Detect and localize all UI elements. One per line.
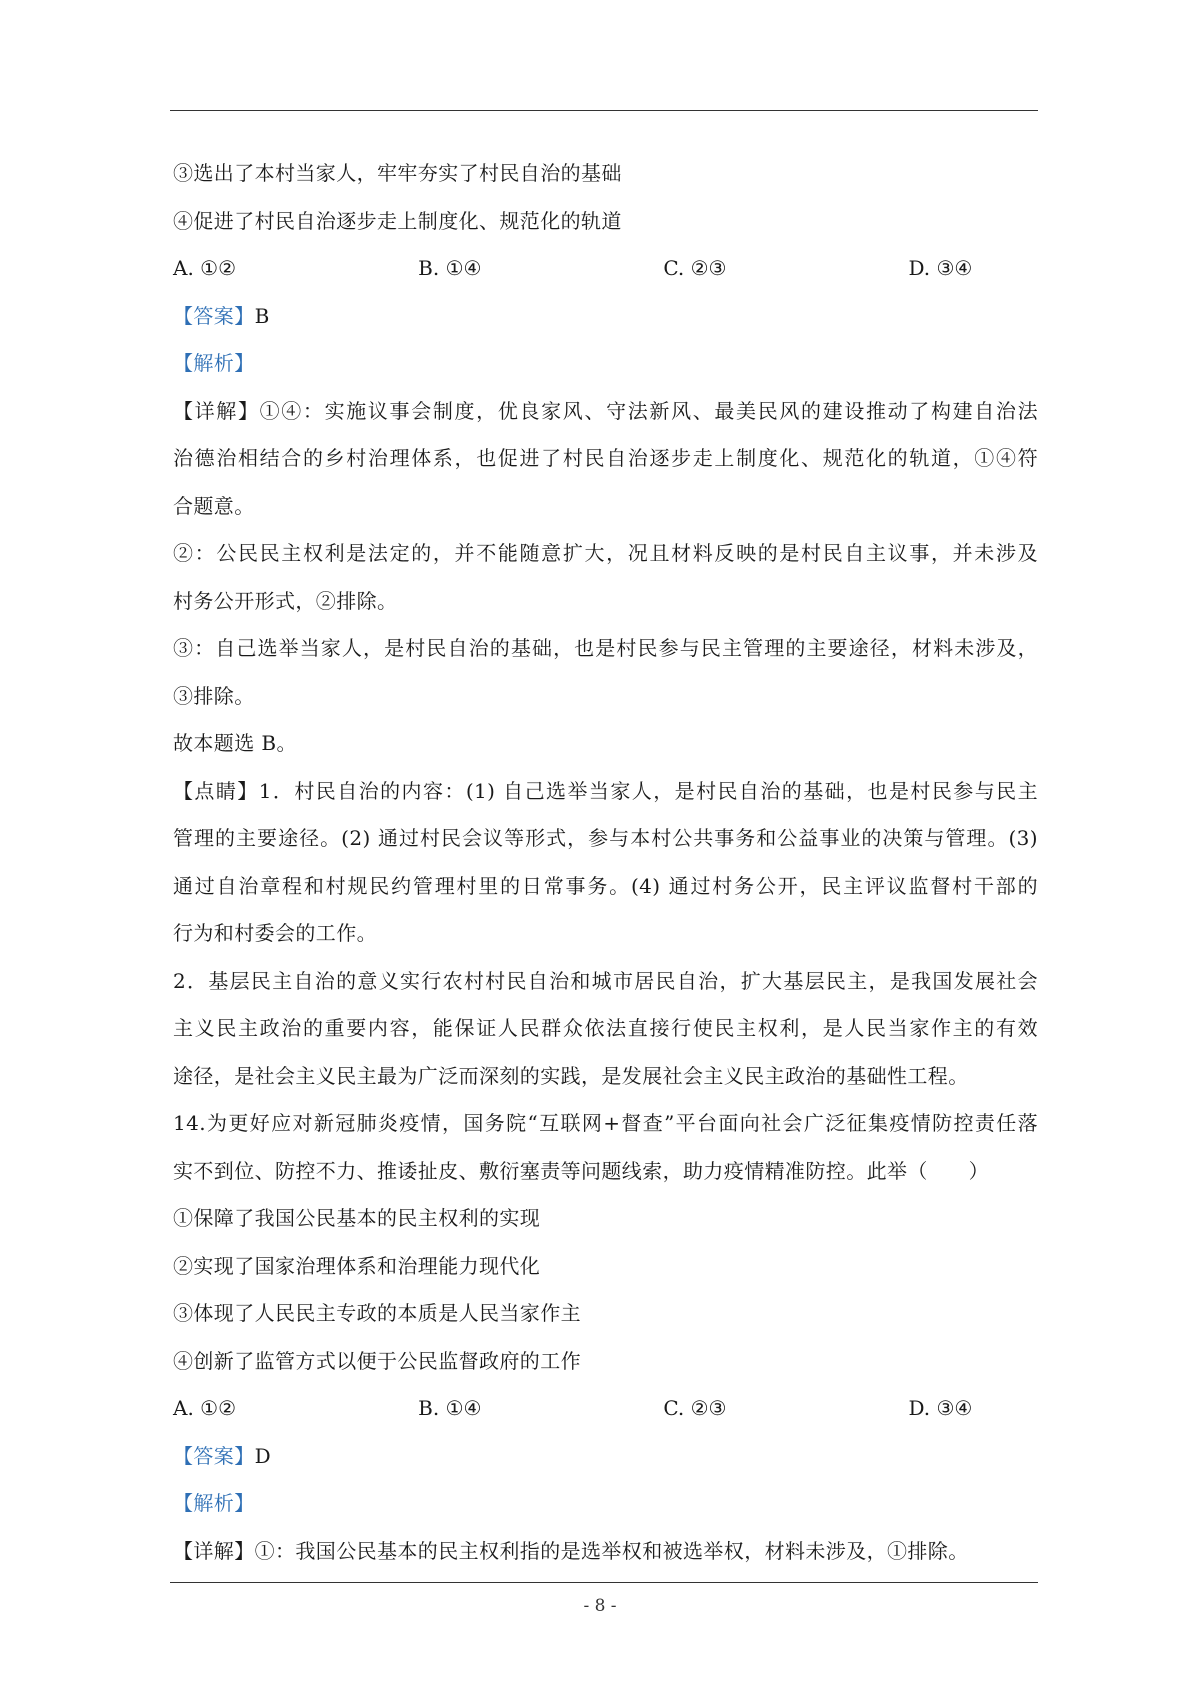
q13-tip-line: 通过自治章程和村规民约管理村里的日常事务。(4) 通过村务公开，民主评议监督村干部的 bbox=[173, 873, 1038, 898]
q14-statement-1: ①保障了我国公民基本的民主权利的实现 bbox=[173, 1206, 541, 1230]
tip-text: 1．村民自治的内容：(1) 自己选举当家人，是村民自治的基础，也是村民参与民主 bbox=[258, 778, 1038, 803]
footer-rule bbox=[170, 1582, 1038, 1583]
q14-choice-b: B. ①④ bbox=[418, 1396, 482, 1420]
analysis-label: 【解析】 bbox=[173, 1491, 255, 1515]
q13-tip-line: 途径，是社会主义民主最为广泛而深刻的实践，是发展社会主义民主政治的基础性工程。 bbox=[173, 1063, 969, 1088]
answer-value: D bbox=[254, 1443, 272, 1468]
q13-detail-line: 合题意。 bbox=[173, 493, 255, 518]
q13-choice-c: C. ②③ bbox=[663, 256, 727, 280]
page-number: - 8 - bbox=[583, 1596, 617, 1616]
q13-detail-line: ②：公民民主权利是法定的，并不能随意扩大，况且材料反映的是村民自主议事，并未涉及 bbox=[173, 541, 1038, 565]
q13-tip-line: 管理的主要途径。(2) 通过村民会议等形式，参与本村公共事务和公益事业的决策与管理。(3) bbox=[173, 826, 1038, 850]
q13-tip-line: 主义民主政治的重要内容，能保证人民群众依法直接行使民主权利，是人民当家作主的有效 bbox=[173, 1016, 1038, 1040]
answer-label: 【答案】 bbox=[173, 1443, 255, 1468]
q14-stem-line: 14.为更好应对新冠肺炎疫情，国务院“互联网+督查”平台面向社会广泛征集疫情防控责任落 bbox=[173, 1111, 1038, 1135]
q14-statement-4: ④创新了监管方式以便于公民监督政府的工作 bbox=[173, 1348, 581, 1373]
q13-choice-a: A. ①② bbox=[173, 256, 237, 280]
q14-choice-c: C. ②③ bbox=[663, 1396, 727, 1420]
tip-label: 【点睛】 bbox=[173, 778, 259, 803]
q14-choice-d: D. ③④ bbox=[908, 1396, 973, 1420]
q13-tip-line: 行为和村委会的工作。 bbox=[173, 921, 377, 945]
answer-value: B bbox=[254, 303, 270, 328]
q14-answer bbox=[173, 1433, 1038, 1481]
q13-analysis bbox=[173, 340, 1038, 388]
q14-choices bbox=[173, 1385, 1038, 1433]
q13-detail-line: 村务公开形式，②排除。 bbox=[173, 588, 398, 613]
header-rule bbox=[170, 110, 1038, 111]
analysis-label: 【解析】 bbox=[173, 351, 255, 375]
q13-tip-line bbox=[173, 768, 1038, 816]
page-content bbox=[173, 150, 1038, 1575]
q14-stem-line: 实不到位、防控不力、推诿扯皮、敷衍塞责等问题线索，助力疫情精准防控。此举（ ） bbox=[173, 1158, 989, 1183]
q13-detail-line: 故本题选 B。 bbox=[173, 731, 297, 755]
q14-statement-3: ③体现了人民民主专政的本质是人民当家作主 bbox=[173, 1301, 581, 1325]
q13-detail-line: 治德治相结合的乡村治理体系，也促进了村民自治逐步走上制度化、规范化的轨道，①④符 bbox=[173, 446, 1038, 470]
q13-tip-line: 2．基层民主自治的意义实行农村村民自治和城市居民自治，扩大基层民主，是我国发展社会 bbox=[173, 968, 1038, 993]
detail-label: 【详解】 bbox=[173, 398, 260, 423]
q13-statement-4: ④促进了村民自治逐步走上制度化、规范化的轨道 bbox=[173, 208, 622, 233]
q13-choice-d: D. ③④ bbox=[908, 256, 973, 280]
detail-label: 【详解】 bbox=[173, 1538, 255, 1563]
q13-detail-line: ③排除。 bbox=[173, 683, 255, 708]
q14-detail-line bbox=[173, 1528, 1038, 1576]
q13-choices bbox=[173, 245, 1038, 293]
q13-detail-line: ③：自己选举当家人，是村民自治的基础，也是村民参与民主管理的主要途径，材料未涉及， bbox=[173, 636, 1038, 660]
q13-choice-b: B. ①④ bbox=[418, 256, 482, 280]
q14-choice-a: A. ①② bbox=[173, 1396, 237, 1420]
answer-label: 【答案】 bbox=[173, 303, 255, 328]
detail-text: ①④：实施议事会制度，优良家风、守法新风、最美民风的建设推动了构建自治法 bbox=[259, 398, 1038, 423]
q13-detail-line bbox=[173, 388, 1038, 436]
q13-answer bbox=[173, 293, 1038, 341]
q13-statement-3: ③选出了本村当家人，牢牢夯实了村民自治的基础 bbox=[173, 161, 622, 185]
q14-statement-2: ②实现了国家治理体系和治理能力现代化 bbox=[173, 1253, 541, 1278]
q14-analysis bbox=[173, 1480, 1038, 1528]
detail-text: ①：我国公民基本的民主权利指的是选举权和被选举权，材料未涉及，①排除。 bbox=[254, 1538, 969, 1563]
